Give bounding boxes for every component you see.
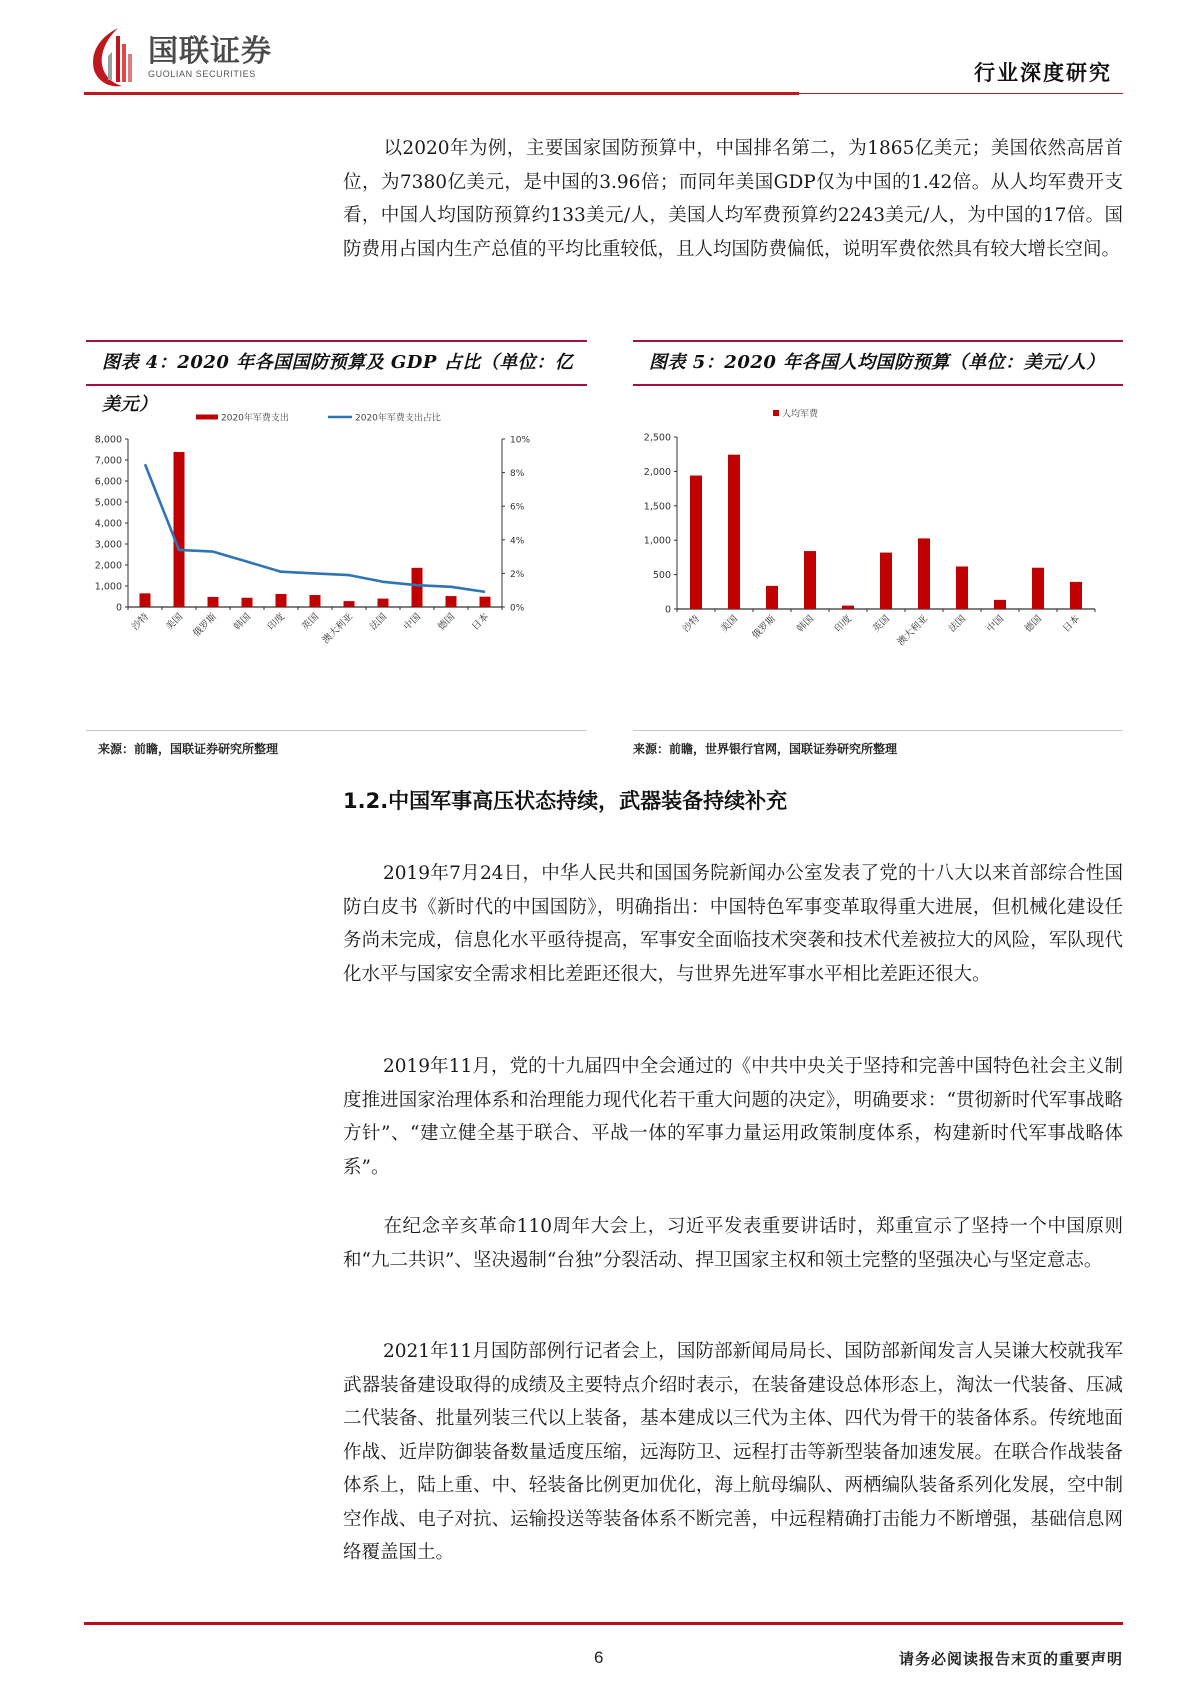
y-right-tick-label: 10% — [510, 435, 531, 446]
bar — [690, 476, 702, 609]
y-tick-label: 3,000 — [94, 539, 122, 551]
x-category-label: 沙特 — [680, 613, 703, 635]
figure-5-title: 图表 5：2020 年各国人均国防预算（单位：美元/人） — [649, 352, 1105, 373]
svg-text:人均军费: 人均军费 — [782, 409, 819, 420]
bar — [728, 455, 740, 609]
y-right-tick-label: 8% — [510, 469, 525, 480]
section-paragraph-4 — [343, 1335, 1123, 1570]
y-tick-label: 1,000 — [643, 535, 671, 547]
bar — [956, 566, 968, 609]
intro-paragraph-text: 以2020年为例，主要国家国防预算中，中国排名第二，为1865亿美元；美国依然高居首位，为7380亿美元，是中国的3.96倍；而同年美国GDP仅为中国的1.42倍。从人均军费开支看，中国人均国防预算约133美元/人，美国人均军费预算约2243美元/人，为中国的17倍。国防费用占国内生产总值的平均比重较低，且人均国防费偏低，说明军费依然具有较大增长空间。 — [343, 138, 1123, 260]
bar — [1032, 568, 1044, 609]
y-tick-label: 4,000 — [94, 518, 122, 530]
y-tick-label: 6,000 — [94, 476, 122, 488]
figure-4-chart — [86, 400, 606, 730]
logo-chinese-name: 国联证券 — [148, 34, 272, 69]
bar — [140, 593, 151, 607]
figure-4-title: 图表 4：2020 年各国国防预算及 GDP 占比（单位：亿美元） — [102, 352, 574, 415]
logo-mark-icon — [88, 26, 140, 88]
y-tick-label: 2,500 — [643, 432, 671, 444]
svg-text:2020年军费支出: 2020年军费支出 — [221, 413, 289, 424]
x-category-label: 韩国 — [231, 611, 254, 633]
x-category-label: 日本 — [469, 611, 492, 633]
y-tick-label: 1,500 — [643, 501, 671, 513]
x-category-label: 中国 — [401, 611, 424, 633]
x-category-label: 俄罗斯 — [191, 611, 220, 640]
section-paragraph-3 — [343, 1210, 1123, 1277]
bar — [276, 594, 287, 607]
header-divider-thin — [799, 93, 1123, 94]
y-right-tick-label: 4% — [510, 536, 525, 547]
figure-5-source: 来源：前瞻，世界银行官网，国联证券研究所整理 — [633, 742, 898, 756]
x-category-label: 法国 — [367, 611, 390, 633]
bar — [446, 596, 457, 607]
bar — [842, 606, 854, 609]
bar — [804, 551, 816, 609]
y-tick-label: 500 — [652, 570, 671, 582]
legend-entry — [196, 412, 289, 424]
y-tick-label: 1,000 — [94, 581, 122, 593]
y-tick-label: 0 — [115, 602, 122, 614]
x-category-label: 印度 — [265, 611, 288, 633]
svg-text:2020年军费支出占比: 2020年军费支出占比 — [355, 413, 441, 424]
x-category-label: 美国 — [163, 611, 186, 633]
x-category-label: 沙特 — [129, 611, 152, 633]
figure-5-heading — [633, 340, 1123, 386]
bar — [918, 538, 930, 609]
paragraph-text: 2021年11月国防部例行记者会上，国防部新闻局局长、国防部新闻发言人吴谦大校就我军武器装备建设取得的成绩及主要特点介绍时表示，在装备建设总体形态上，淘汰一代装备、压减二代装备、批量列装三代以上装备，基本建成以三代为主体、四代为骨干的装备体系。传统地面作战、近岸防御装备数量适度压缩，远海防卫、远程打击等新型装备加速发展。在联合作战装备体系上，陆上重、中、轻装备比例更加优化，海上航母编队、两栖编队装备系列化发展，空中制空作战、电子对抗、运输投送等装备体系不断完善，中远程精确打击能力不断增强，基础信息网络覆盖国土。 — [343, 1341, 1123, 1563]
y-tick-label: 5,000 — [94, 497, 122, 509]
section-paragraph-1 — [343, 857, 1123, 991]
bar — [480, 597, 491, 607]
page-number: 6 — [594, 1648, 604, 1667]
bar — [378, 599, 389, 607]
report-type-label: 行业深度研究 — [974, 60, 1112, 85]
x-category-label: 日本 — [1060, 613, 1083, 635]
x-category-label: 澳大利亚 — [895, 613, 931, 649]
section-heading: 1.2.中国军事高压状态持续，武器装备持续补充 — [343, 789, 788, 813]
figure-5-chart — [625, 400, 1135, 730]
bar — [174, 452, 185, 607]
section-paragraph-2 — [343, 1050, 1123, 1184]
y-tick-label: 2,000 — [94, 560, 122, 572]
bar — [766, 586, 778, 609]
x-category-label: 德国 — [1022, 613, 1045, 635]
footer-divider — [84, 1622, 1123, 1625]
bar — [1070, 582, 1082, 609]
bar — [994, 600, 1006, 609]
y-tick-label: 8,000 — [94, 434, 122, 446]
logo-english-name: GUOLIAN SECURITIES — [148, 69, 256, 79]
figure-4-heading — [86, 340, 587, 415]
share-line — [145, 464, 485, 592]
legend-entry — [328, 412, 441, 424]
x-category-label: 英国 — [299, 611, 322, 633]
figure-4-source-divider — [86, 730, 587, 731]
x-category-label: 英国 — [870, 613, 893, 635]
disclaimer-note: 请务必阅读报告末页的重要声明 — [898, 1650, 1123, 1668]
bar — [412, 568, 423, 607]
bar — [344, 601, 355, 607]
y-right-tick-label: 6% — [510, 502, 525, 513]
bar — [880, 553, 892, 609]
company-logo — [88, 26, 272, 88]
x-category-label: 美国 — [718, 613, 741, 635]
y-right-tick-label: 0% — [510, 603, 525, 614]
x-category-label: 德国 — [435, 611, 458, 633]
x-category-label: 韩国 — [794, 613, 817, 635]
x-category-label: 印度 — [832, 613, 855, 635]
paragraph-text: 在纪念辛亥革命110周年大会上，习近平发表重要讲话时，郑重宣示了坚持一个中国原则和“九二共识”、坚决遏制“台独”分裂活动、捍卫国家主权和领土完整的坚强决心与坚定意志。 — [343, 1216, 1123, 1271]
x-category-label: 澳大利亚 — [320, 611, 356, 647]
intro-paragraph — [343, 132, 1123, 266]
bar — [242, 598, 253, 607]
legend-entry — [773, 408, 819, 420]
y-tick-label: 0 — [664, 604, 671, 616]
defense-budget-chart — [86, 400, 606, 730]
figure-4-source: 来源：前瞻，国联证券研究所整理 — [98, 742, 279, 756]
paragraph-text: 2019年11月，党的十九届四中全会通过的《中共中央关于坚持和完善中国特色社会主义制度推进国家治理体系和治理能力现代化若干重大问题的决定》，明确要求：“贯彻新时代军事战略方针”、“建立健全基于联合、平战一体的军事力量运用政策制度体系，构建新时代军事战略体系”。 — [343, 1056, 1123, 1178]
page-header — [0, 0, 1200, 100]
figure-5-source-divider — [633, 730, 1123, 731]
paragraph-text: 2019年7月24日，中华人民共和国国务院新闻办公室发表了党的十八大以来首部综合性国防白皮书《新时代的中国国防》，明确指出：中国特色军事变革取得重大进展，但机械化建设任务尚未完成，信息化水平亟待提高，军事安全面临技术突袭和技术代差被拉大的风险，军队现代化水平与国家安全需求相比差距还很大，与世界先进军事水平相比差距还很大。 — [343, 863, 1123, 985]
bar — [310, 595, 321, 607]
y-right-tick-label: 2% — [510, 569, 525, 580]
y-tick-label: 2,000 — [643, 466, 671, 478]
x-category-label: 俄罗斯 — [750, 613, 779, 642]
per-capita-defense-chart — [625, 400, 1135, 730]
bar — [208, 597, 219, 607]
x-category-label: 法国 — [946, 613, 969, 635]
y-tick-label: 7,000 — [94, 455, 122, 467]
header-divider — [84, 92, 799, 95]
x-category-label: 中国 — [984, 613, 1007, 635]
